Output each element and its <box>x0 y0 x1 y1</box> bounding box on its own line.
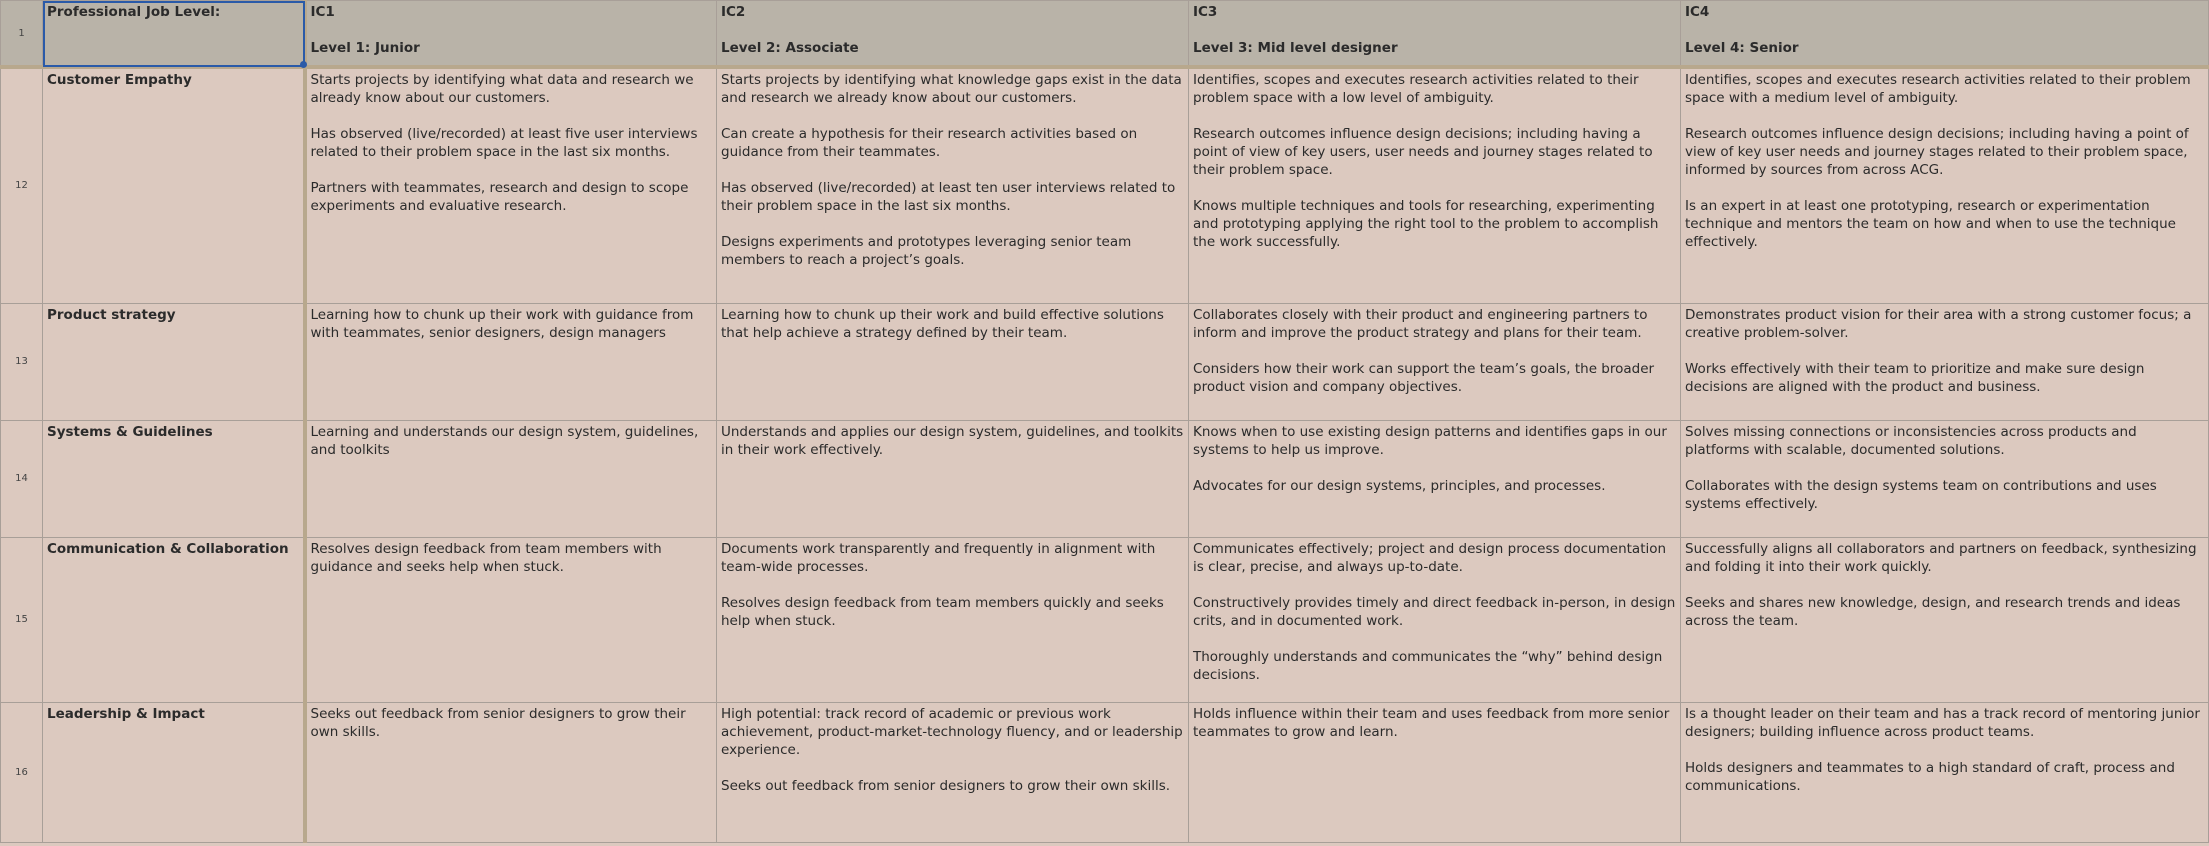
table-cell[interactable] <box>1189 537 1681 702</box>
cell-paragraph: High potential: track record of academic or previous work achievement, product-market-technology fluency, and or leadership experience. <box>721 705 1183 758</box>
level-code: IC3 <box>1193 4 1218 20</box>
table-cell[interactable] <box>1189 420 1681 537</box>
table-row <box>1 537 2209 702</box>
level-code: IC4 <box>1685 4 1710 20</box>
cell-paragraph: Can create a hypothesis for their research activities based on guidance from their teammates. <box>721 126 1138 160</box>
header-row <box>1 1 2209 68</box>
table-cell[interactable] <box>717 702 1189 842</box>
competency-label: Leadership & Impact <box>47 705 205 722</box>
cell-paragraph: Designs experiments and prototypes leveraging senior team members to reach a project’s goals. <box>721 234 1132 268</box>
table-cell[interactable] <box>1681 67 2209 303</box>
level-name: Level 4: Senior <box>1685 40 1799 56</box>
table-cell[interactable] <box>1189 303 1681 420</box>
table-cell[interactable] <box>1681 303 2209 420</box>
table-cell[interactable] <box>717 67 1189 303</box>
table-row <box>1 702 2209 842</box>
cell-paragraph: Collaborates closely with their product and engineering partners to inform and improve the product strategy and plans for their team. <box>1193 306 1648 341</box>
selection-fill-handle[interactable] <box>300 61 307 68</box>
cell-paragraph: Learning how to chunk up their work and build effective solutions that help achieve a strategy defined by their team. <box>721 306 1164 341</box>
level-name: Level 2: Associate <box>721 40 859 56</box>
table-cell[interactable] <box>1189 702 1681 842</box>
level-code: IC1 <box>310 4 335 20</box>
level-code: IC2 <box>721 4 746 20</box>
cell-paragraph: Successfully aligns all collaborators and partners on feedback, synthesizing and folding it into their work quickly. <box>1685 540 2197 575</box>
row-number[interactable]: 13 <box>1 303 43 420</box>
cell-paragraph: Resolves design feedback from team members with guidance and seeks help when stuck. <box>310 540 662 575</box>
table-cell[interactable] <box>1681 420 2209 537</box>
header-cell-ic2[interactable] <box>717 1 1189 68</box>
competency-label: Systems & Guidelines <box>47 423 213 440</box>
header-cell-ic4[interactable] <box>1681 1 2209 68</box>
table-cell[interactable] <box>305 537 717 702</box>
row-label-cell[interactable] <box>43 537 305 702</box>
table-cell[interactable] <box>1681 537 2209 702</box>
row-number[interactable]: 12 <box>1 67 43 303</box>
row-number[interactable]: 14 <box>1 420 43 537</box>
table-row <box>1 303 2209 420</box>
cell-paragraph: Learning and understands our design system, guidelines, and toolkits <box>310 423 699 458</box>
header-label: Professional Job Level: <box>47 4 221 20</box>
row-number[interactable]: 15 <box>1 537 43 702</box>
cell-paragraph: Knows when to use existing design patterns and identifies gaps in our systems to help us improve. <box>1193 423 1667 458</box>
cell-paragraph: Holds designers and teammates to a high standard of craft, process and communications. <box>1685 759 2175 794</box>
cell-paragraph: Seeks out feedback from senior designers to grow their own skills. <box>721 777 1171 794</box>
cell-paragraph: Identifies, scopes and executes research activities related to their problem space with a low level of ambiguity. <box>1193 72 1639 106</box>
table-cell[interactable] <box>717 420 1189 537</box>
cell-paragraph: Learning how to chunk up their work with guidance from with teammates, senior designers, design managers <box>310 306 694 341</box>
row-number[interactable]: 1 <box>1 1 43 68</box>
cell-paragraph: Starts projects by identifying what knowledge gaps exist in the data and research we already know about our customers. <box>721 72 1182 106</box>
level-name: Level 3: Mid level designer <box>1193 40 1398 56</box>
competency-label: Product strategy <box>47 306 176 323</box>
table-row <box>1 420 2209 537</box>
cell-paragraph: Research outcomes influence design decisions; including having a point of view of key user needs and journey stages related to their problem space, informed by sources from across ACG. <box>1685 126 2189 178</box>
table-cell[interactable] <box>305 303 717 420</box>
row-label-cell[interactable] <box>43 67 305 303</box>
competency-label: Customer Empathy <box>47 72 192 88</box>
cell-paragraph: Seeks out feedback from senior designers to grow their own skills. <box>310 705 686 740</box>
table-cell[interactable] <box>305 67 717 303</box>
cell-paragraph: Communicates effectively; project and design process documentation is clear, precise, and always up-to-date. <box>1193 540 1667 575</box>
cell-paragraph: Research outcomes influence design decisions; including having a point of view of key users, user needs and journey stages related to their problem space. <box>1193 126 1653 178</box>
cell-paragraph: Resolves design feedback from team members quickly and seeks help when stuck. <box>721 594 1164 629</box>
cell-paragraph: Works effectively with their team to prioritize and make sure design decisions are aligned with the product and business. <box>1685 360 2145 395</box>
header-cell-ic1[interactable] <box>305 1 717 68</box>
table-cell[interactable] <box>305 420 717 537</box>
cell-paragraph: Is a thought leader on their team and has a track record of mentoring junior designers; building influence across product teams. <box>1685 705 2200 740</box>
cell-paragraph: Demonstrates product vision for their area with a strong customer focus; a creative problem-solver. <box>1685 306 2192 341</box>
cell-paragraph: Has observed (live/recorded) at least five user interviews related to their problem space in the last six months. <box>310 126 698 160</box>
table-cell[interactable] <box>717 303 1189 420</box>
cell-paragraph: Is an expert in at least one prototyping, research or experimentation technique and mentors the team on how and when to use the technique effectively. <box>1685 198 2176 250</box>
table-cell[interactable] <box>305 702 717 842</box>
cell-paragraph: Seeks and shares new knowledge, design, and research trends and ideas across the team. <box>1685 594 2181 629</box>
cell-paragraph: Constructively provides timely and direct feedback in-person, in design crits, and in documented work. <box>1193 594 1676 629</box>
cell-paragraph: Documents work transparently and frequently in alignment with team-wide processes. <box>721 540 1156 575</box>
row-label-cell[interactable] <box>43 420 305 537</box>
cell-paragraph: Solves missing connections or inconsistencies across products and platforms with scalable, documented solutions. <box>1685 423 2137 458</box>
cell-paragraph: Thoroughly understands and communicates the “why” behind design decisions. <box>1193 648 1663 683</box>
cell-paragraph: Advocates for our design systems, principles, and processes. <box>1193 477 1606 494</box>
cell-paragraph: Starts projects by identifying what data and research we already know about our customers. <box>310 72 694 106</box>
cell-paragraph: Identifies, scopes and executes research activities related to their problem space with a medium level of ambiguity. <box>1685 72 2191 106</box>
cell-paragraph: Knows multiple techniques and tools for researching, experimenting and prototyping applying the right tool to the problem to accomplish the work successfully. <box>1193 198 1659 250</box>
cell-paragraph: Understands and applies our design system, guidelines, and toolkits in their work effectively. <box>721 423 1184 458</box>
table-cell[interactable] <box>1189 67 1681 303</box>
table-cell[interactable] <box>1681 702 2209 842</box>
cell-paragraph: Collaborates with the design systems team on contributions and uses systems effectively. <box>1685 477 2157 512</box>
header-cell-ic3[interactable] <box>1189 1 1681 68</box>
row-label-cell[interactable] <box>43 303 305 420</box>
level-name: Level 1: Junior <box>310 40 420 56</box>
competency-label: Communication & Collaboration <box>47 540 289 557</box>
table-cell[interactable] <box>717 537 1189 702</box>
cell-paragraph: Partners with teammates, research and design to scope experiments and evaluative research. <box>310 180 689 214</box>
cell-paragraph: Has observed (live/recorded) at least ten user interviews related to their problem space in the last six months. <box>721 180 1176 214</box>
cell-paragraph: Considers how their work can support the team’s goals, the broader product vision and company objectives. <box>1193 360 1655 395</box>
table-row <box>1 67 2209 303</box>
row-number[interactable]: 16 <box>1 702 43 842</box>
cell-paragraph: Holds influence within their team and uses feedback from more senior teammates to grow and learn. <box>1193 705 1670 740</box>
row-label-cell[interactable] <box>43 702 305 842</box>
cell-job-level-label[interactable] <box>43 1 305 68</box>
